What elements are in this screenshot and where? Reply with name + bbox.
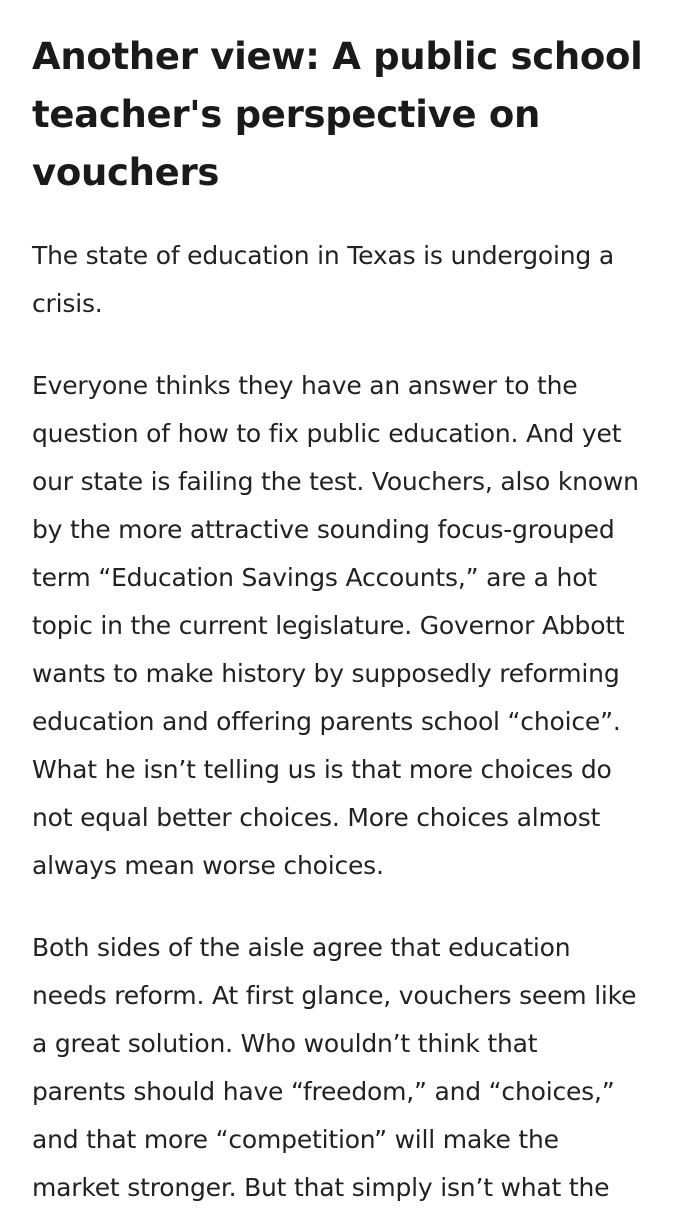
paragraph-line: What he isn’t telling us is that more choices do	[32, 755, 612, 784]
article-paragraph-3	[32, 924, 664, 1212]
paragraph-line: question of how to fix public education. And yet	[32, 419, 622, 448]
article-paragraph-2	[32, 362, 664, 890]
paragraph-line: and that more “competition” will make the	[32, 1125, 559, 1154]
paragraph-line: market stronger. But that simply isn’t what the	[32, 1173, 610, 1202]
paragraph-line: our state is failing the test. Vouchers, also known	[32, 467, 639, 496]
paragraph-line: by the more attractive sounding focus-grouped	[32, 515, 615, 544]
paragraph-line: wants to make history by supposedly reforming	[32, 659, 620, 688]
article	[32, 28, 664, 1212]
paragraph-line: not equal better choices. More choices almost	[32, 803, 601, 832]
headline-line: teacher's perspective on	[32, 93, 540, 136]
paragraph-line: Everyone thinks they have an answer to the	[32, 371, 578, 400]
headline-line: vouchers	[32, 151, 220, 194]
paragraph-line: a great solution. Who wouldn’t think that	[32, 1029, 538, 1058]
paragraph-line: Both sides of the aisle agree that education	[32, 933, 571, 962]
paragraph-line: term “Education Savings Accounts,” are a hot	[32, 563, 597, 592]
article-headline	[32, 28, 664, 202]
paragraph-line: education and offering parents school “choice”.	[32, 707, 621, 736]
headline-line: Another view: A public school	[32, 35, 643, 78]
paragraph-line: crisis.	[32, 289, 103, 318]
paragraph-line: parents should have “freedom,” and “choices,”	[32, 1077, 615, 1106]
paragraph-line: needs reform. At first glance, vouchers seem like	[32, 981, 637, 1010]
paragraph-line: The state of education in Texas is undergoing a	[32, 241, 614, 270]
paragraph-line: topic in the current legislature. Governor Abbott	[32, 611, 625, 640]
paragraph-line: always mean worse choices.	[32, 851, 384, 880]
article-paragraph-1	[32, 232, 664, 328]
